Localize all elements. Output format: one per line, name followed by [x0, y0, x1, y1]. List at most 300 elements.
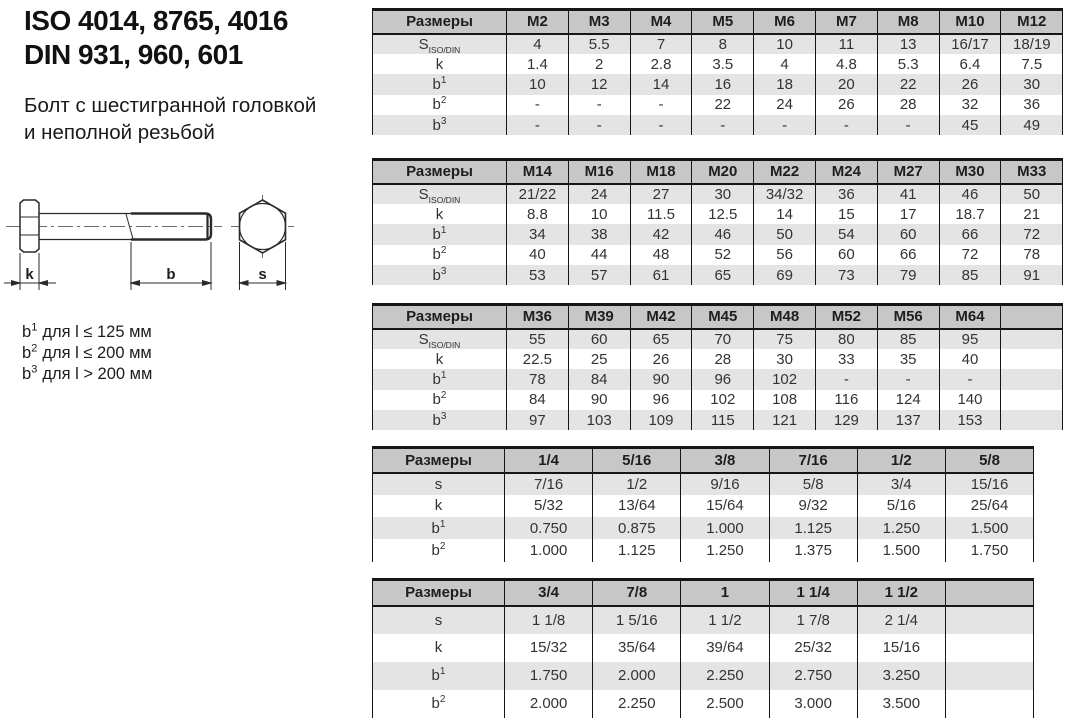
value-cell: - [568, 95, 630, 115]
value-cell: 70 [692, 329, 754, 349]
note-b2 [22, 343, 152, 364]
arrowhead [240, 281, 249, 286]
value-cell: 7/16 [505, 473, 593, 495]
size-column-header: M36 [507, 305, 569, 329]
value-cell: 27 [630, 184, 692, 204]
row-label-symbol: k [435, 205, 444, 223]
value-cell: - [568, 115, 630, 135]
value-cell: - [815, 369, 877, 389]
value-cell: 6.4 [939, 54, 1001, 74]
value-cell: 1.750 [505, 662, 593, 690]
value-cell: 1.000 [681, 517, 769, 539]
value-cell: 46 [939, 184, 1001, 204]
dimension-row [373, 662, 1034, 690]
value-cell: 129 [815, 410, 877, 430]
table-metric-m14-m33 [372, 158, 1063, 285]
value-cell: 75 [754, 329, 816, 349]
dimension-row [373, 54, 1063, 74]
value-cell: 34 [507, 224, 569, 244]
size-column-header: 3/8 [681, 448, 769, 473]
value-cell: 39/64 [681, 634, 769, 662]
size-column-header: M18 [630, 160, 692, 184]
dim-label-s: s [258, 266, 267, 283]
empty-cell [945, 634, 1033, 662]
value-cell: 8.8 [507, 204, 569, 224]
value-cell: 60 [815, 245, 877, 265]
value-cell: 2.250 [681, 662, 769, 690]
thread-length-notes [22, 322, 152, 385]
value-cell: 26 [815, 95, 877, 115]
value-cell: 95 [939, 329, 1001, 349]
row-label-superscript: 1 [439, 518, 446, 530]
row-label [373, 662, 505, 690]
row-label-superscript: 2 [439, 541, 446, 553]
value-cell: 2.750 [769, 662, 857, 690]
size-column-header: M52 [815, 305, 877, 329]
product-name-line1: Болт с шестигранной головкой [24, 94, 317, 117]
value-cell: 2.8 [630, 54, 692, 74]
value-cell: 3/4 [857, 473, 945, 495]
value-cell: 90 [630, 369, 692, 389]
value-cell: 4 [754, 54, 816, 74]
value-cell: 5.3 [877, 54, 939, 74]
value-cell: 2.500 [681, 690, 769, 718]
row-label-symbol: b [431, 695, 440, 712]
row-label [373, 74, 507, 94]
value-cell: 16 [692, 74, 754, 94]
row-label-superscript: 2 [440, 95, 447, 107]
value-cell: 3.500 [857, 690, 945, 718]
header-row [373, 160, 1063, 184]
row-label [373, 224, 507, 244]
value-cell: 24 [568, 184, 630, 204]
size-column-header: 7/16 [769, 448, 857, 473]
value-cell: 28 [692, 349, 754, 369]
size-column-header: M4 [630, 10, 692, 34]
value-cell: 79 [877, 265, 939, 285]
value-cell: 20 [815, 74, 877, 94]
row-label-superscript: 1 [439, 666, 446, 677]
value-cell: 30 [754, 349, 816, 369]
value-cell: 28 [877, 95, 939, 115]
size-column-header: M64 [939, 305, 1001, 329]
dimension-row [373, 349, 1063, 369]
row-label-symbol: S [418, 185, 429, 203]
value-cell: 18.7 [939, 204, 1001, 224]
row-label-symbol: b [432, 246, 441, 264]
note-symbol: b [22, 323, 32, 341]
value-cell: 48 [630, 245, 692, 265]
value-cell: 22.5 [507, 349, 569, 369]
value-cell: 1 1/8 [505, 606, 593, 634]
value-cell: 4.8 [815, 54, 877, 74]
row-label [373, 115, 507, 135]
dimension-row [373, 634, 1034, 662]
value-cell: 40 [939, 349, 1001, 369]
value-cell: 140 [939, 390, 1001, 410]
size-column-header: M42 [630, 305, 692, 329]
row-label-symbol: s [434, 475, 443, 493]
size-column-header: M22 [754, 160, 816, 184]
dimension-table [372, 8, 1063, 135]
value-cell: 72 [1001, 224, 1063, 244]
note-text: для l ≤ 125 мм [42, 323, 152, 341]
product-name-line2: и неполной резьбой [24, 121, 215, 144]
size-column-header: M33 [1001, 160, 1063, 184]
value-cell: 35 [877, 349, 939, 369]
value-cell: 3.5 [692, 54, 754, 74]
value-cell: - [815, 115, 877, 135]
row-label [373, 539, 505, 561]
value-cell: 78 [507, 369, 569, 389]
value-cell: 1.4 [507, 54, 569, 74]
row-label-symbol: s [434, 611, 443, 629]
row-label-symbol: b [432, 116, 441, 134]
value-cell: 54 [815, 224, 877, 244]
value-cell: 1.250 [857, 517, 945, 539]
row-label [373, 349, 507, 369]
size-column-header: M30 [939, 160, 1001, 184]
row-label-symbol: S [418, 35, 429, 53]
row-label [373, 204, 507, 224]
arrowhead [12, 281, 21, 286]
row-label-symbol: k [434, 497, 443, 515]
value-cell: 73 [815, 265, 877, 285]
dimension-row [373, 184, 1063, 204]
row-label [373, 54, 507, 74]
dimension-row [373, 115, 1063, 135]
value-cell: 96 [630, 390, 692, 410]
value-cell: 36 [815, 184, 877, 204]
value-cell: 50 [1001, 184, 1063, 204]
value-cell: 137 [877, 410, 939, 430]
value-cell: 2.250 [593, 690, 681, 718]
value-cell: 109 [630, 410, 692, 430]
dimension-row [373, 690, 1034, 718]
arrowhead [131, 281, 140, 286]
value-cell: 11.5 [630, 204, 692, 224]
value-cell: 15/16 [857, 634, 945, 662]
note-superscript: 3 [31, 363, 38, 376]
size-column-header: M39 [568, 305, 630, 329]
value-cell: 124 [877, 390, 939, 410]
value-cell: 14 [630, 74, 692, 94]
value-cell: 102 [692, 390, 754, 410]
arrowhead [277, 281, 286, 286]
value-cell: 2.000 [505, 690, 593, 718]
dimension-row [373, 265, 1063, 285]
standards-title-din: DIN 931, 960, 601 [24, 39, 243, 70]
note-symbol: b [22, 365, 32, 383]
row-label [373, 473, 505, 495]
row-label [373, 517, 505, 539]
value-cell: 22 [877, 74, 939, 94]
size-column-header: 5/16 [593, 448, 681, 473]
value-cell: 85 [877, 329, 939, 349]
dimension-row [373, 517, 1034, 539]
dimension-row [373, 224, 1063, 244]
size-column-header: M20 [692, 160, 754, 184]
value-cell: 1.250 [681, 539, 769, 561]
value-cell: - [754, 115, 816, 135]
empty-cell [945, 690, 1033, 718]
note-b1 [22, 322, 152, 343]
value-cell: - [630, 115, 692, 135]
value-cell: 102 [754, 369, 816, 389]
size-column-header: 1/4 [505, 448, 593, 473]
value-cell: 1.375 [769, 539, 857, 561]
value-cell: 91 [1001, 265, 1063, 285]
note-superscript: 2 [31, 342, 38, 355]
bolt-technical-drawing [0, 186, 350, 314]
row-label-subscript: ISO/DIN [428, 339, 461, 350]
row-label-symbol: b [432, 225, 441, 243]
value-cell: 96 [692, 369, 754, 389]
row-label [373, 369, 507, 389]
row-label [373, 245, 507, 265]
value-cell: 60 [877, 224, 939, 244]
value-cell: 115 [692, 410, 754, 430]
value-cell: 34/32 [754, 184, 816, 204]
value-cell: 121 [754, 410, 816, 430]
value-cell: 21 [1001, 204, 1063, 224]
value-cell: 15/64 [681, 495, 769, 517]
value-cell: 35/64 [593, 634, 681, 662]
size-column-header: M12 [1001, 10, 1063, 34]
value-cell: 153 [939, 410, 1001, 430]
value-cell: 10 [568, 204, 630, 224]
value-cell: 1/2 [593, 473, 681, 495]
row-label-subscript: ISO/DIN [428, 194, 461, 205]
dim-label-k: k [25, 266, 34, 283]
row-label [373, 410, 507, 430]
row-label-symbol: b [431, 667, 440, 684]
value-cell: 9/16 [681, 473, 769, 495]
dimension-row [373, 245, 1063, 265]
standards-title-iso: ISO 4014, 8765, 4016 [24, 5, 288, 36]
row-label [373, 606, 505, 634]
dimension-row [373, 95, 1063, 115]
note-b3 [22, 364, 152, 385]
value-cell: 38 [568, 224, 630, 244]
value-cell: 61 [630, 265, 692, 285]
value-cell: 65 [692, 265, 754, 285]
row-label [373, 495, 505, 517]
value-cell: 84 [507, 390, 569, 410]
value-cell: 5/8 [769, 473, 857, 495]
row-label-superscript: 3 [440, 115, 447, 127]
value-cell: 13 [877, 34, 939, 54]
table-corner-header: Размеры [373, 305, 507, 329]
empty-cell [1001, 329, 1063, 349]
row-label-symbol: k [435, 350, 444, 368]
value-cell: 53 [507, 265, 569, 285]
table-corner-header: Размеры [373, 160, 507, 184]
size-column-header: M10 [939, 10, 1001, 34]
dimension-row [373, 606, 1034, 634]
value-cell: 1.500 [857, 539, 945, 561]
value-cell: 85 [939, 265, 1001, 285]
row-label-superscript: 1 [440, 224, 447, 236]
value-cell: 49 [1001, 115, 1063, 135]
value-cell: 2 [568, 54, 630, 74]
note-text: для l > 200 мм [42, 365, 153, 383]
value-cell: 26 [630, 349, 692, 369]
value-cell: 1.125 [769, 517, 857, 539]
row-label-superscript: 3 [440, 410, 447, 422]
value-cell: 40 [507, 245, 569, 265]
value-cell: 7 [630, 34, 692, 54]
dimension-row [373, 410, 1063, 430]
row-label [373, 690, 505, 718]
value-cell: 72 [939, 245, 1001, 265]
size-column-header: M27 [877, 160, 939, 184]
value-cell: 11 [815, 34, 877, 54]
row-label-symbol: b [432, 266, 441, 284]
row-label-symbol: k [435, 55, 444, 73]
value-cell: 15 [815, 204, 877, 224]
row-label [373, 634, 505, 662]
value-cell: 5/16 [857, 495, 945, 517]
row-label [373, 329, 507, 349]
size-column-header: M3 [568, 10, 630, 34]
value-cell: 36 [1001, 95, 1063, 115]
value-cell: 14 [754, 204, 816, 224]
size-column-header: M24 [815, 160, 877, 184]
dimension-row [373, 369, 1063, 389]
dimension-row [373, 329, 1063, 349]
dimension-row [373, 495, 1034, 517]
size-column-header: 1 1/4 [769, 580, 857, 606]
size-column-header: 5/8 [945, 448, 1033, 473]
empty-cell [1001, 369, 1063, 389]
value-cell: 13/64 [593, 495, 681, 517]
dimension-row [373, 473, 1034, 495]
value-cell: 18 [754, 74, 816, 94]
arrowhead [39, 281, 48, 286]
value-cell: 1 1/2 [681, 606, 769, 634]
row-label-symbol: b [432, 391, 441, 409]
value-cell: - [507, 95, 569, 115]
empty-cell [1001, 390, 1063, 410]
header-row [373, 448, 1034, 473]
value-cell: 5/32 [505, 495, 593, 517]
arrowhead [203, 281, 212, 286]
dimension-table [372, 446, 1034, 562]
value-cell: 42 [630, 224, 692, 244]
value-cell: 108 [754, 390, 816, 410]
value-cell: 9/32 [769, 495, 857, 517]
size-column-header: 1/2 [857, 448, 945, 473]
row-label-symbol: b [432, 370, 441, 388]
size-column-header: M45 [692, 305, 754, 329]
dimension-table [372, 303, 1063, 430]
row-label-symbol: b [432, 96, 441, 114]
value-cell: 25/32 [769, 634, 857, 662]
value-cell: 3.250 [857, 662, 945, 690]
value-cell: 50 [754, 224, 816, 244]
size-column-header: 7/8 [593, 580, 681, 606]
value-cell: 22 [692, 95, 754, 115]
row-label [373, 390, 507, 410]
row-label-superscript: 2 [439, 694, 446, 705]
value-cell: 8 [692, 34, 754, 54]
hex-head-outline [20, 200, 39, 252]
header-row [373, 580, 1034, 606]
empty-cell [945, 606, 1033, 634]
value-cell: 55 [507, 329, 569, 349]
value-cell: 33 [815, 349, 877, 369]
value-cell: 66 [877, 245, 939, 265]
empty-column-header [1001, 305, 1063, 329]
empty-cell [1001, 349, 1063, 369]
value-cell: 0.875 [593, 517, 681, 539]
value-cell: 25/64 [945, 495, 1033, 517]
row-label-subscript: ISO/DIN [428, 44, 461, 55]
size-column-header: M14 [507, 160, 569, 184]
table-inch-small [372, 446, 1034, 562]
value-cell: 97 [507, 410, 569, 430]
value-cell: 30 [692, 184, 754, 204]
size-column-header: M48 [754, 305, 816, 329]
row-label-symbol: b [431, 519, 440, 537]
size-column-header: M8 [877, 10, 939, 34]
value-cell: 90 [568, 390, 630, 410]
value-cell: 7.5 [1001, 54, 1063, 74]
value-cell: 2 1/4 [857, 606, 945, 634]
value-cell: 1.750 [945, 539, 1033, 561]
row-label [373, 95, 507, 115]
row-label [373, 265, 507, 285]
value-cell: 1.000 [505, 539, 593, 561]
table-metric-m36-m64 [372, 303, 1063, 430]
value-cell: 4 [507, 34, 569, 54]
empty-cell [945, 662, 1033, 690]
value-cell: - [630, 95, 692, 115]
row-label-symbol: b [432, 75, 441, 93]
row-label [373, 184, 507, 204]
size-column-header: 1 1/2 [857, 580, 945, 606]
value-cell: 46 [692, 224, 754, 244]
dimension-table [372, 158, 1063, 285]
value-cell: 18/19 [1001, 34, 1063, 54]
dimension-row [373, 390, 1063, 410]
empty-cell [1001, 410, 1063, 430]
table-inch-large [372, 578, 1034, 718]
row-label-superscript: 1 [440, 74, 447, 86]
value-cell: 12.5 [692, 204, 754, 224]
table-corner-header: Размеры [373, 580, 505, 606]
value-cell: - [877, 369, 939, 389]
bolt-end-view [231, 195, 294, 258]
table-corner-header: Размеры [373, 448, 505, 473]
value-cell: - [939, 369, 1001, 389]
value-cell: 24 [754, 95, 816, 115]
value-cell: 116 [815, 390, 877, 410]
value-cell: 84 [568, 369, 630, 389]
dimension-row [373, 539, 1034, 561]
value-cell: 52 [692, 245, 754, 265]
value-cell: 1 5/16 [593, 606, 681, 634]
header-row [373, 305, 1063, 329]
size-column-header: 3/4 [505, 580, 593, 606]
note-symbol: b [22, 344, 32, 362]
dimension-row [373, 204, 1063, 224]
value-cell: 66 [939, 224, 1001, 244]
value-cell: 16/17 [939, 34, 1001, 54]
row-label-symbol: b [432, 411, 441, 429]
note-superscript: 1 [31, 321, 38, 334]
